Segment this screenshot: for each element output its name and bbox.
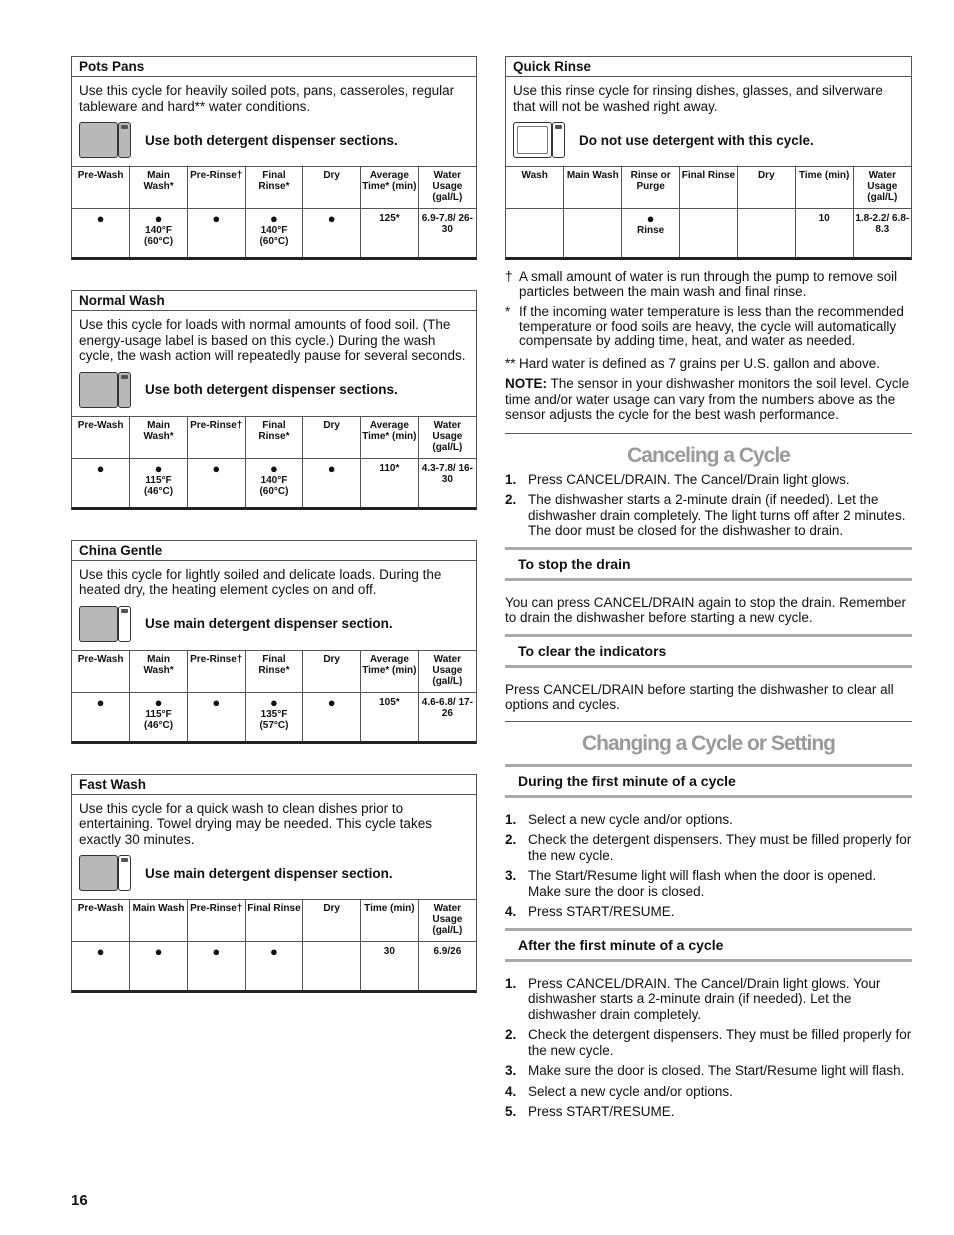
cell-value: 140°F (60°C) [144,225,174,247]
cell-value: 6.9/26 [433,946,462,957]
cell-value: 1.8-2.2/ 6.8-8.3 [855,213,910,235]
detergent-instruction: Use both detergent dispenser sections. [145,382,398,397]
stop-drain-heading: To stop the drain [505,547,912,581]
cycle-title: Pots Pans [72,57,476,77]
column-header: Rinse or Purge [622,167,680,209]
changing-heading: Changing a Cycle or Setting [581,731,836,755]
step-text: Check the detergent dispensers. They must be filled properly for the new cycle. [528,1027,912,1058]
step-item [505,976,912,1023]
step-number: 5. [505,1104,517,1119]
filled-dot-icon: ● [96,211,105,226]
stop-drain-text: You can press CANCEL/DRAIN again to stop the drain. Remember to drain the dishwasher before starting a new cycle. [505,594,906,625]
filled-dot-icon: ● [270,460,278,476]
filled-dot-icon: ● [646,211,655,226]
footnote-dagger-text: A small amount of water is run through the pump to remove soil particles between the main wash and final rinse. [519,269,898,299]
star-mark: * [505,304,511,319]
step-item [505,812,912,828]
table-header-row [72,900,476,942]
step-number: 1. [505,811,517,827]
table-header-row [72,651,476,693]
table-cell [72,209,130,258]
dispenser-main-cup [79,372,118,408]
step-item [505,1104,912,1120]
filled-dot-icon: ● [154,694,163,710]
no-detergent-icon [513,122,565,158]
clear-indicators-text: Press CANCEL/DRAIN before starting the dishwasher to clear all options and cycles. [505,681,894,712]
column-header: Pre-Wash [72,651,130,693]
step-number: 3. [505,868,517,883]
step-number: 2. [505,832,517,847]
cell-value: 110* [379,462,400,474]
table-value-row [72,942,476,991]
step-text: Press CANCEL/DRAIN. The Cancel/Drain light glows. [528,471,850,487]
detergent-row [72,114,476,167]
table-cell [361,209,419,258]
column-header: Average Time* (min) [361,167,419,209]
page-number: 16 [71,1192,88,1209]
dispenser-cup-top [121,125,128,129]
table-cell [680,209,738,258]
table-cell [361,692,419,741]
step-text: The Start/Resume light will flash when the door is opened. Make sure the door is closed. [528,868,877,899]
table-cell [303,209,361,258]
cycle-description: Use this rinse cycle for rinsing dishes, glasses, and silverware that will not be washed right away. [513,83,883,114]
filled-dot-icon: ● [154,944,163,959]
column-header: Water Usage (gal/L) [418,651,476,693]
step-item [505,868,912,899]
cycle-tables-left [71,56,477,1023]
cycle-spec-table [72,651,476,741]
table-cell [245,209,303,258]
column-header: Pre-Rinse† [187,417,245,459]
detergent-instruction: Do not use detergent with this cycle. [579,132,814,148]
step-number: 3. [505,1063,517,1078]
column-header: Final Rinse* [245,417,303,459]
column-header: Pre-Rinse† [187,651,245,693]
cell-value: 115°F (46°C) [144,474,174,497]
filled-dot-icon: ● [96,944,105,959]
note-label: NOTE: [505,376,547,391]
dispenser-main-cup [513,122,552,158]
detergent-instruction: Use both detergent dispenser sections. [145,132,398,148]
column-header: Dry [303,651,361,693]
both-dispensers-icon [79,372,131,408]
cycle-box [71,56,477,260]
cell-value: Rinse [636,225,665,236]
cycle-description: Use this cycle for loads with normal amounts of food soil. (The energy-usage label is based on this cycle.) During the wash cycle, the wash action will repeatedly pause for several seconds. [79,317,466,363]
dagger-mark: † [505,269,513,284]
step-text: Check the detergent dispensers. They must be filled properly for the new cycle. [528,832,912,863]
dispenser-pre-cup [118,122,131,158]
dispenser-main-cup [79,122,118,158]
column-header: Final Rinse* [245,167,303,209]
cycle-box [505,56,912,260]
step-item [505,1027,912,1058]
table-cell [72,458,130,507]
filled-dot-icon: ● [96,694,105,710]
step-number: 2. [505,1027,517,1042]
note-paragraph [505,376,912,423]
table-cell [303,692,361,741]
cycle-title: China Gentle [72,541,476,561]
table-value-row [72,458,476,507]
dispenser-pre-cup [118,372,131,408]
table-cell [245,942,303,991]
cycle-box [71,540,477,744]
step-item [505,904,912,920]
detergent-row [506,114,911,167]
cell-value: 4.3-7.8/ 16-30 [421,462,473,485]
table-cell [737,209,795,258]
cell-value: 105* [379,696,400,708]
filled-dot-icon: ● [327,694,336,710]
column-header: Dry [303,417,361,459]
detergent-instruction: Use main detergent dispenser section. [145,616,393,631]
table-header-row [506,167,911,209]
both-dispensers-icon [79,122,131,158]
cell-value: 6.9-7.8/ 26-30 [421,213,473,235]
filled-dot-icon: ● [154,460,163,476]
table-cell [361,458,419,507]
column-header: Water Usage (gal/L) [418,417,476,459]
filled-dot-icon: ● [154,211,163,226]
step-text: Select a new cycle and/or options. [528,1083,733,1099]
right-column [505,56,912,1125]
table-cell [130,942,188,991]
cycle-description: Use this cycle for a quick wash to clean dishes prior to entertaining. Towel drying may be needed. This cycle takes exactly 30 minutes. [79,800,432,847]
dispenser-cup-top [121,858,128,862]
table-cell [361,942,419,991]
cycle-title: Fast Wash [72,775,476,795]
step-number: 1. [505,471,517,487]
cycle-description: Use this cycle for lightly soiled and delicate loads. During the heated dry, the heating element cycles on and off. [79,566,442,597]
dispenser-cup-top [121,609,128,613]
table-cell [795,209,853,258]
table-cell [72,692,130,741]
step-text: Press START/RESUME. [528,1104,675,1119]
divider [505,433,912,434]
step-item [505,472,912,488]
step-number: 1. [505,975,517,991]
table-cell [303,942,361,991]
filled-dot-icon: ● [212,944,221,959]
table-header-row [72,417,476,459]
quick-rinse-slot [505,56,912,260]
table-cell [418,458,476,507]
column-header: Main Wash [564,167,622,209]
step-text: Press CANCEL/DRAIN. The Cancel/Drain light glows. Your dishwasher starts a 2-minute drain (if needed). Let the dishwasher drain completely. [528,975,881,1022]
filled-dot-icon: ● [212,460,221,476]
column-header: Main Wash* [130,167,188,209]
step-item [505,1063,912,1079]
column-header: Dry [737,167,795,209]
table-cell [245,692,303,741]
column-header: Pre-Rinse† [187,167,245,209]
table-cell [72,942,130,991]
cycle-title: Normal Wash [72,291,476,311]
dispenser-main-cup [79,855,118,891]
table-value-row [506,209,911,258]
cell-value: 125* [379,213,400,224]
column-header: Main Wash* [130,651,188,693]
column-header: Pre-Rinse† [187,900,245,942]
step-text: The dishwasher starts a 2-minute drain (if needed). Let the dishwasher drain completely. The light turns off after 2 minutes. The door must be closed for the dishwasher to drain. [528,492,906,538]
table-cell [506,209,564,258]
dispenser-pre-cup [118,855,131,891]
filled-dot-icon: ● [96,460,105,476]
table-cell [187,692,245,741]
column-header: Dry [303,167,361,209]
cell-value: 10 [818,213,830,224]
cycle-title: Quick Rinse [506,57,911,77]
table-value-row [72,209,476,258]
detergent-row [72,364,476,417]
divider [505,721,912,722]
cell-value: 140°F (60°C) [259,225,289,247]
table-cell [853,209,911,258]
column-header: Average Time* (min) [361,651,419,693]
cycle-description: Use this cycle for heavily soiled pots, pans, casseroles, regular tableware and hard** water conditions. [79,83,455,114]
canceling-heading: Canceling a Cycle [627,443,790,467]
column-header: Time (min) [361,900,419,942]
table-cell [418,209,476,258]
filled-dot-icon: ● [270,694,278,710]
column-header: Water Usage (gal/L) [853,167,911,209]
step-item [505,492,912,539]
table-cell [418,692,476,741]
table-cell [130,209,188,258]
column-header: Final Rinse* [245,651,303,693]
filled-dot-icon: ● [327,460,336,476]
step-number: 4. [505,1083,517,1099]
footnote-star [505,305,912,349]
double-star-mark: ** [505,355,516,371]
step-number: 4. [505,904,517,919]
first-minute-steps [505,812,912,920]
footnotes [505,270,912,423]
table-cell [130,458,188,507]
column-header: Pre-Wash [72,900,130,942]
after-first-minute-steps [505,976,912,1120]
column-header: Water Usage (gal/L) [418,900,476,942]
footnote-dagger [505,270,912,299]
filled-dot-icon: ● [270,211,278,226]
dispenser-cup-top [121,375,128,379]
step-item [505,1084,912,1100]
step-text: Select a new cycle and/or options. [528,811,733,827]
cycle-box [71,290,477,510]
column-header: Pre-Wash [72,417,130,459]
dispenser-main-cup [79,606,118,642]
column-header: Final Rinse [245,900,303,942]
column-header: Average Time* (min) [361,417,419,459]
dispenser-lid [517,126,548,154]
cycle-spec-table [72,417,476,507]
table-cell [303,458,361,507]
dispenser-cup-top [555,125,562,129]
first-minute-heading: During the first minute of a cycle [505,764,912,798]
step-text: Press START/RESUME. [528,904,675,919]
dispenser-pre-cup [552,122,565,158]
detergent-instruction: Use main detergent dispenser section. [145,865,393,881]
step-number: 2. [505,492,517,507]
cell-value: 30 [383,946,395,957]
column-header: Dry [303,900,361,942]
column-header: Wash [506,167,564,209]
table-cell [622,209,680,258]
column-header: Time (min) [795,167,853,209]
cell-value: 140°F (60°C) [259,474,289,497]
footnote-star-text: If the incoming water temperature is less than the recommended temperature or food soils are heavy, the cycle will automatically compensate by adding time, heat, and water as needed. [519,304,904,348]
table-cell [187,458,245,507]
canceling-steps [505,472,912,539]
main-dispenser-icon [79,606,131,642]
cycle-box [71,774,477,994]
column-header: Water Usage (gal/L) [418,167,476,209]
cycle-spec-table [72,167,476,257]
table-value-row [72,692,476,741]
filled-dot-icon: ● [212,694,221,710]
table-cell [418,942,476,991]
column-header: Main Wash* [130,417,188,459]
dispenser-pre-cup [118,606,131,642]
table-header-row [72,167,476,209]
footnote-double-star [505,357,912,372]
filled-dot-icon: ● [212,211,221,226]
cell-value: 4.6-6.8/ 17-26 [421,696,473,719]
filled-dot-icon: ● [270,944,278,959]
footnote-double-star-text: Hard water is defined as 7 grains per U.S. gallon and above. [519,355,880,371]
table-cell [564,209,622,258]
step-item [505,832,912,863]
step-text: Make sure the door is closed. The Start/Resume light will flash. [528,1063,905,1078]
column-header: Final Rinse [680,167,738,209]
main-dispenser-icon [79,855,131,891]
detergent-row [72,847,476,900]
table-cell [245,458,303,507]
table-cell [130,692,188,741]
detergent-row [72,598,476,651]
cell-value: 115°F (46°C) [144,708,174,731]
table-cell [187,209,245,258]
cell-value: 135°F (57°C) [259,708,289,731]
filled-dot-icon: ● [327,211,336,226]
column-header: Main Wash [130,900,188,942]
after-first-minute-heading: After the first minute of a cycle [505,928,912,962]
cycle-spec-table [506,167,911,257]
note-text: The sensor in your dishwasher monitors the soil level. Cycle time and/or water usage can vary from the numbers above as the sensor adjusts the cycle for the best wash performance. [505,376,910,422]
cycle-spec-table [72,900,476,990]
table-cell [187,942,245,991]
clear-indicators-heading: To clear the indicators [505,634,912,668]
column-header: Pre-Wash [72,167,130,209]
